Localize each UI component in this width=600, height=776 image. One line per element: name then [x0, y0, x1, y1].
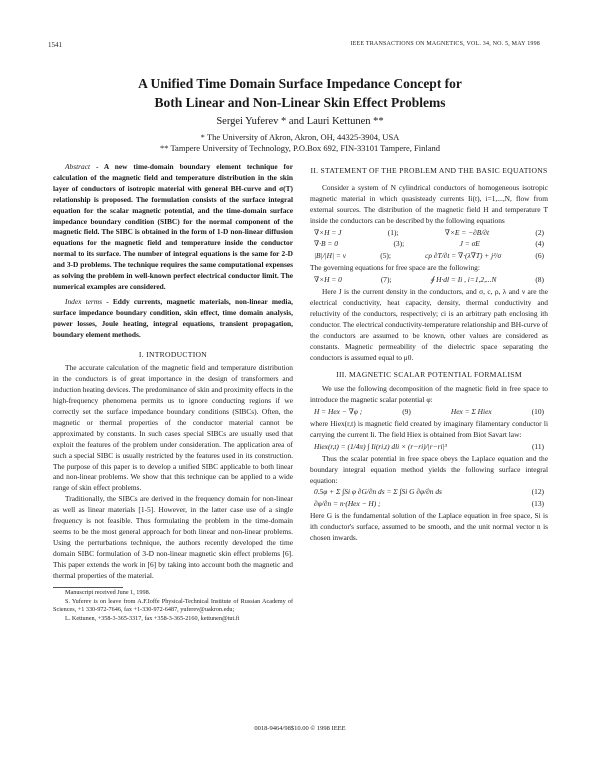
left-column	[53, 162, 293, 624]
equation-11-number: (11)	[531, 441, 544, 451]
journal-header: IEEE TRANSACTIONS ON MAGNETICS, VOL. 34, NO. 5, MAY 1998	[350, 41, 540, 47]
equation-1-number: (1);	[387, 227, 399, 237]
equation-6-number: (6)	[535, 251, 544, 261]
affiliation-2: ** Tampere University of Technology, P.O.Box 692, FIN-33101 Tampere, Finland	[159, 143, 441, 153]
equation-13-number: (13)	[531, 499, 544, 509]
paper-title	[0, 74, 600, 112]
equation-row-5-6	[310, 251, 548, 262]
equation-row-7-8	[310, 275, 548, 286]
equation-8: ∮ H·dl = Ii , i=1,2,...N	[430, 275, 497, 285]
equation-10-number: (10)	[531, 407, 544, 417]
equation-row-1-2	[310, 228, 548, 239]
equation-12: 0.5φ + Σ ∫Si φ ∂G/∂n ds = Σ ∫Si G ∂φ/∂n ds	[314, 487, 442, 497]
abstract-text: - A new time-domain boundary element technique for calculation of the magnetic field and temperature distribution in the skin layer of conductors of isotropic material with general BH-curve and σ(T) relationship is proposed. The formulation consists of the surface integral equation for the scalar magnetic potential, and the time-domain surface impedance boundary condition (SIBC) for the normal component of the magnetic field. The SIBC is obtained in the form of 1-D non-linear diffusion equations for the magnetic field and temperature inside the conductor normal to its surface. The number of integral equations is the same for 2-D and 3-D problems. The technique requires the same computational expenses as solving the problem in well-known perfect electrical conductor limit. The numerical examples are considered.	[53, 162, 293, 291]
equation-3-number: (3);	[393, 239, 405, 249]
section-3-heading: III. MAGNETIC SCALAR POTENTIAL FORMALISM	[336, 370, 522, 380]
equation-6: cρ ∂T/∂t = ∇·(λ∇T) + j²/σ	[425, 251, 502, 261]
equation-row-9-10	[310, 407, 548, 418]
intro-paragraph-1: The accurate calculation of the magnetic field and temperature distribution in the conductors is of great importance in the design of transformers and induction heating devices. The predominance of skin and proximity effects in the high-frequency phenomena permits us to ignore conducting regions if we correctly set the surface impedance boundary conditions (SIBCs). Often, the magnetic or thermal properties of the conductor material cannot be approximated by constants. In such cases special SIBCs are usually used that exploit the features of the problem under consideration. The application area of such a special SIBC is usually restricted by the features used in its construction. The purpose of this paper is to develop a unified SIBC applicable to both linear and non-linear problems. We show that this technique can be applied to a wide range of skin effect problems.	[53, 363, 293, 493]
equation-11: Hiex(r,t) = (1/4π) ∫ Ii(ri,t) dli × (r−ri)/|r−ri|³	[314, 441, 447, 451]
equation-row-11	[310, 442, 548, 453]
equation-9-number: (9)	[402, 407, 411, 417]
equation-2: ∇×E = −∂B/∂t	[444, 227, 490, 237]
abstract-label: Abstract	[65, 162, 91, 171]
authors: Sergei Yuferev * and Lauri Kettunen **	[216, 116, 384, 127]
index-terms-text: - Eddy currents, magnetic materials, non-linear media, surface impedance boundary condition, skin effect, time domain analysis, power losses, Joule heating, integral equations, transient propagation, boundary element methods.	[53, 296, 293, 339]
section-2-paragraph-1: Consider a system of N cylindrical conductors of homogeneous isotropic magnetic material in which quasisteady currents Ii(t), i=1,...,N, flow from external sources. The distribution of the magnetic field H and temperature T inside the conductors can be described by the following equations	[310, 182, 548, 225]
page-number: 1541	[48, 41, 62, 49]
section-3-paragraph-2: where Hiex(r,t) is magnetic field created by imaginary filamentary conductor li carrying the current Ii. The field Hiex is obtained from Biot Savart law:	[310, 419, 548, 439]
equation-9: H = Hex − ∇φ ;	[314, 407, 363, 417]
equation-row-3-4	[310, 239, 548, 250]
equation-12-number: (12)	[531, 487, 544, 497]
footnote-2: S. Yuferev is on leave from A.F.Ioffe Physical-Technical Institute of Russian Academy of Sciences, +1 330-972-7646, fax +1-330-972-6487, yuferev@uakron.edu;	[53, 597, 293, 614]
section-2-paragraph-2: The governing equations for free space are the following:	[310, 263, 480, 273]
equation-13: ∂φ/∂n = n·(Hex − H) ;	[314, 499, 381, 509]
equation-4: J = σE	[459, 239, 480, 249]
footnote-divider	[53, 587, 123, 588]
equation-8-number: (8)	[535, 275, 544, 285]
index-terms-label: Index terms	[65, 296, 103, 306]
section-3-paragraph-3: Thus the scalar potential in free space obeys the Laplace equation and the boundary integral equation method yields the following surface integral equation:	[310, 453, 548, 485]
equation-3: ∇·B = 0	[314, 239, 338, 249]
section-2-heading: II. STATEMENT OF THE PROBLEM AND THE BASIC EQUATIONS	[310, 166, 548, 175]
abstract	[53, 162, 293, 293]
equation-5-number: (5);	[380, 251, 391, 261]
right-column	[310, 162, 548, 544]
equation-5: |B|/|H| = ν	[314, 251, 346, 261]
equation-2-number: (2)	[535, 227, 544, 237]
equation-1: ∇×H = J	[314, 227, 342, 237]
section-2-paragraph-3: Here J is the current density in the conductors, and σ, c, ρ, λ and ν are the electrical conductivity, heat capacity, density, thermal conductivity and reluctivity of the conductors, respectively; ci is an arbitrary path enclosing ith conductor. The electrical conductivity-temperature relationship and BH-curve of the conductors are assumed to be known, other values are considered as constants. Magnetic permeability of the dielectric space separating the conductors is assumed equal to μ0.	[310, 287, 548, 362]
section-1-heading: I. INTRODUCTION	[138, 349, 208, 359]
equation-row-12	[310, 487, 548, 498]
footnote-3: L. Kettunen, +358-3-365-3317, fax +358-3-365-2160, kettunen@tut.fi	[65, 615, 240, 622]
equation-7: ∇×H = 0	[314, 275, 342, 285]
title-line-2: Both Linear and Non-Linear Skin Effect Problems	[154, 95, 446, 110]
equation-7-number: (7);	[380, 275, 392, 285]
section-3-paragraph-4: Here G is the fundamental solution of the Laplace equation in free space, Si is ith conductor's surface, assumed to be smooth, and the unit normal vector n is chosen inwards.	[310, 511, 548, 543]
intro-paragraph-2: Traditionally, the SIBCs are derived in the frequency domain for non-linear as well as linear materials [1-5]. However, in the latter case use of a single frequency is not feasible. Thus formulating the problem in the time-domain seems to be the most general approach for both linear and non-linear problems. Using the perturbations technique, the authors recently developed the time domain SIBC formulation of 3-D non-linear magnetic skin effect problems [6]. This paper extends the work in [6] by taking into account both the magnetic and thermal properties of the material.	[53, 494, 293, 580]
affiliation-1: * The University of Akron, Akron, OH, 44325-3904, USA	[200, 132, 400, 142]
section-3-paragraph-1: We use the following decomposition of the magnetic field in free space to introduce the magnetic scalar potential φ:	[310, 384, 548, 405]
title-line-1: A Unified Time Domain Surface Impedance Concept for	[138, 76, 462, 91]
equation-4-number: (4)	[535, 239, 544, 249]
equation-row-13	[310, 499, 548, 510]
copyright-footer: 0018-9464/98$10.00 © 1998 IEEE	[254, 725, 346, 732]
index-terms	[53, 297, 293, 341]
equation-10: Hex = Σ Hiex	[450, 407, 492, 417]
footnote-1: Manuscript received June 1, 1998.	[65, 589, 151, 597]
